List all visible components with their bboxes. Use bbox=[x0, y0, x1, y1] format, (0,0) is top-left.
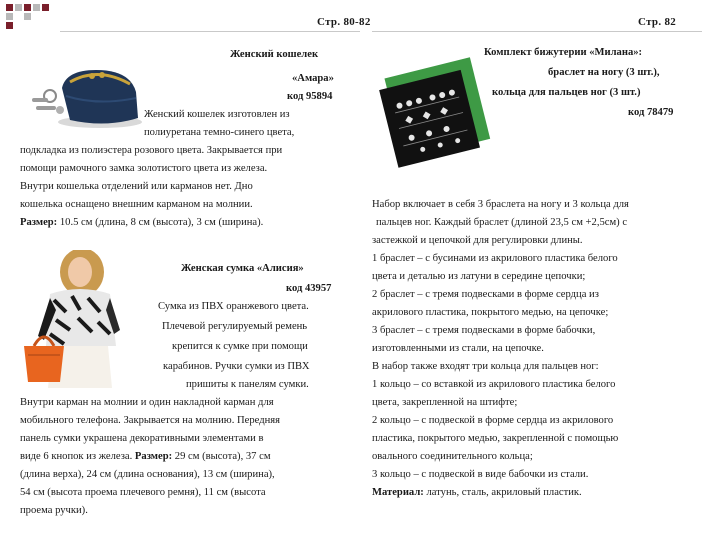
jewelry-desc-line: овального соединительного кольца; bbox=[372, 451, 533, 462]
left-page-number: Стр. 80-82 bbox=[317, 16, 371, 28]
jewelry-desc-line: застежкой и цепочкой для регулировки длины. bbox=[372, 235, 583, 246]
bag-desc-line: пришиты к панелям сумки. bbox=[186, 379, 309, 390]
bag-model-photo bbox=[20, 250, 130, 390]
right-page-number: Стр. 82 bbox=[638, 16, 677, 28]
jewelry-set-image bbox=[372, 56, 492, 168]
bag-desc-line: Внутри карман на молнии и один накладной карман для bbox=[20, 397, 274, 408]
wallet-size bbox=[20, 214, 263, 231]
jewelry-desc-line: пластика, покрытого медью, закрепленной с помощью bbox=[372, 433, 619, 444]
bag-desc-line: проема ручки). bbox=[20, 505, 88, 516]
wallet-image bbox=[26, 62, 146, 132]
wallet-size-value: 10.5 см (длина, 8 см (высота), 3 см (ширина). bbox=[57, 217, 264, 228]
jewelry-desc-line: 2 кольцо – с подвеской в форме сердца из акрилового bbox=[372, 415, 614, 426]
wallet-code: код 95894 bbox=[287, 91, 333, 102]
bag-desc-line: 54 см (высота проема плечевого ремня), 11 см (высота bbox=[20, 487, 266, 498]
jewelry-desc-line: пальцев ног. Каждый браслет (длиной 23,5 см +2,5см) с bbox=[376, 217, 628, 228]
jewelry-title-line: браслет на ногу (3 шт.), bbox=[548, 67, 660, 78]
bag-code: код 43957 bbox=[286, 283, 332, 294]
jewelry-desc-line: цвета и деталью из латуни в середине цепочки; bbox=[372, 271, 586, 282]
jewelry-desc-line: 3 кольцо – с подвеской в виде бабочки из стали. bbox=[372, 469, 589, 480]
jewelry-desc-line: 2 браслет – с тремя подвесками в форме сердца из bbox=[372, 289, 599, 300]
wallet-size-label: Размер: bbox=[20, 217, 58, 228]
bag-size bbox=[20, 448, 271, 465]
jewelry-material-label: Материал: bbox=[372, 487, 424, 498]
wallet-title: Женский кошелек bbox=[230, 49, 319, 60]
bag-desc-line: Сумка из ПВХ оранжевого цвета. bbox=[158, 301, 309, 312]
wallet-desc-line: Женский кошелек изготовлен из bbox=[144, 109, 290, 120]
wallet-desc-line: полиуретана темно-синего цвета, bbox=[144, 127, 295, 138]
jewelry-desc-line: цвета, закрепленной на штифте; bbox=[372, 397, 518, 408]
wallet-desc-line: Внутри кошелька отделений или карманов нет. Дно bbox=[20, 181, 253, 192]
corner-logo bbox=[0, 0, 60, 30]
jewelry-title-line: Комплект бижутерии «Милана»: bbox=[484, 47, 643, 58]
wallet-name: «Амара» bbox=[292, 73, 334, 84]
bag-desc-line: (длина верха), 24 см (длина основания), 13 см (ширина), bbox=[20, 469, 275, 480]
jewelry-material bbox=[372, 484, 582, 501]
jewelry-desc-line: В набор также входят три кольца для пальцев ног: bbox=[372, 361, 599, 372]
jewelry-desc-line: 1 кольцо – со вставкой из акрилового пластика белого bbox=[372, 379, 616, 390]
jewelry-desc-line: изготовленными из стали, на цепочке. bbox=[372, 343, 544, 354]
bag-desc-line: крепится к сумке при помощи bbox=[172, 341, 308, 352]
jewelry-desc-line: акрилового пластика, покрытого медью, на цепочке; bbox=[372, 307, 609, 318]
bag-desc-line: Плечевой регулируемый ремень bbox=[162, 321, 308, 332]
bag-desc-line: карабинов. Ручки сумки из ПВХ bbox=[163, 361, 310, 372]
bag-title: Женская сумка «Алисия» bbox=[181, 263, 304, 274]
header-rule-left bbox=[60, 31, 360, 32]
jewelry-desc-line: 1 браслет – с бусинами из акрилового пластика белого bbox=[372, 253, 618, 264]
jewelry-title-line: кольца для пальцев ног (3 шт.) bbox=[492, 87, 641, 98]
jewelry-code: код 78479 bbox=[628, 107, 674, 118]
jewelry-desc-line: Набор включает в себя 3 браслета на ногу и 3 кольца для bbox=[372, 199, 629, 210]
jewelry-desc-line: 3 браслет – с тремя подвесками в форме бабочки, bbox=[372, 325, 596, 336]
wallet-desc-line: кошелька оснащено внешним карманом на молнии. bbox=[20, 199, 253, 210]
wallet-desc-line: подкладка из полиэстера розового цвета. Закрывается при bbox=[20, 145, 283, 156]
bag-desc-line: мобильного телефона. Закрывается на молнию. Передняя bbox=[20, 415, 281, 426]
jewelry-material-value: латунь, сталь, акриловый пластик. bbox=[423, 487, 582, 498]
bag-size-label: Размер: bbox=[134, 451, 173, 462]
bag-size-pre: виде 6 кнопок из железа. bbox=[20, 451, 135, 462]
bag-size-rest: 29 см (высота), 37 см bbox=[172, 451, 271, 462]
bag-desc-line: панель сумки украшена декоративными элементами в bbox=[20, 433, 264, 444]
header-rule-right bbox=[372, 31, 702, 32]
wallet-desc-line: помощи рамочного замка золотистого цвета из железа. bbox=[20, 163, 268, 174]
